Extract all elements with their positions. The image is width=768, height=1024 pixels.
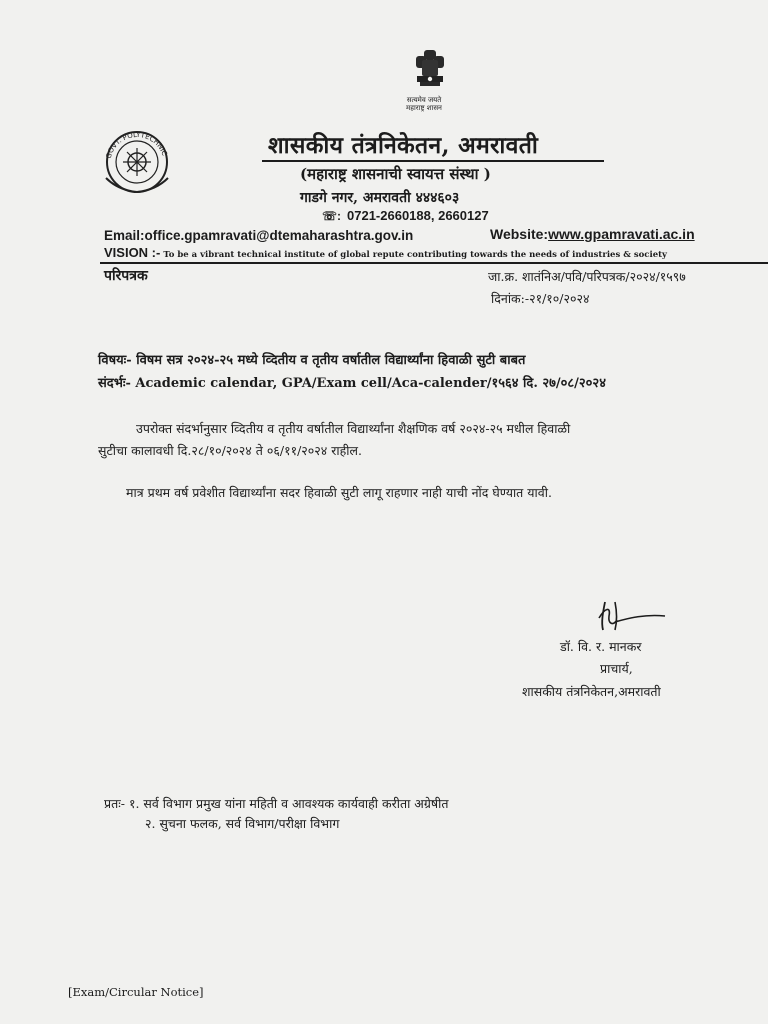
paragraph-1-line-2: सुटीचा कालावधी दि.२८/१०/२०२४ ते ०६/११/२०२४ राहील. [98,443,362,458]
subject-line: विषयः- विषम सत्र २०२४-२५ मध्ये व्दितीय व तृतीय वर्षातील विद्यार्थ्यांना हिवाळी सुटी बाबत [98,353,526,368]
emblem-caption: सत्यमेव जयते महाराष्ट्र शासन [406,96,442,112]
institute-address: गाडगे नगर, अमरावती ४४४६०३ [300,190,460,206]
signatory-name: डॉ. वि. र. मानकर [560,639,642,654]
phone-icon: ☏: [322,209,342,223]
copy-to-line-1: प्रतः- १. सर्व विभाग प्रमुख यांना महिती व आवश्यक कार्यवाही करीता अग्रेषीत [104,796,449,811]
signatory-designation: प्राचार्य, [600,661,633,676]
reference-number: जा.क्र. शातंनिअ/पवि/परिपत्रक/२०२४/१५९७ [488,269,686,284]
institute-email: Email:office.gpamravati@dtemaharashtra.gov.in [104,228,414,243]
footer-tag: [Exam/Circular Notice] [68,985,204,999]
website-link[interactable]: www.gpamravati.ac.in [548,226,695,242]
institute-phone: ☏: 0721-2660188, 2660127 [322,208,489,223]
institute-title: शासकीय तंत्रनिकेतन, अमरावती [268,132,539,159]
signature-icon [595,596,671,636]
header-divider [100,262,768,264]
copy-to-line-2: २. सुचना फलक, सर्व विभाग/परीक्षा विभाग [145,816,340,831]
paragraph-2: मात्र प्रथम वर्ष प्रवेशीत विद्यार्थ्यांना सदर हिवाळी सुटी लागू राहणार नाही याची नोंद घेण्यात यावी. [126,485,552,500]
institute-website: Website:www.gpamravati.ac.in [490,226,695,242]
title-divider [262,160,604,162]
reference-line: संदर्भः- Academic calendar, GPA/Exam cell/Aca-calender/१५६४ दि. २७/०८/२०२४ [98,376,606,391]
institute-logo-icon [98,126,176,198]
signatory-institute: शासकीय तंत्रनिकेतन,अमरावती [522,684,661,699]
paragraph-1-line-1: उपरोक्त संदर्भानुसार व्दितीय व तृतीय वर्षातील विद्यार्थ्यांना शैक्षणिक वर्ष २०२४-२५ मधील हिवाळी [136,421,571,436]
vision-statement: VISION :- To be a vibrant technical institute of global repute contributing towards the needs of industries & society [104,245,667,260]
circular-date: दिनांक:-२१/१०/२०२४ [491,291,590,306]
institute-subtitle: (महाराष्ट्र शासनाची स्वायत्त संस्था ) [300,165,491,183]
circular-label: परिपत्रक [104,268,148,284]
svg-text:GOVT. POLYTECHNIC: GOVT. POLYTECHNIC [104,130,169,160]
